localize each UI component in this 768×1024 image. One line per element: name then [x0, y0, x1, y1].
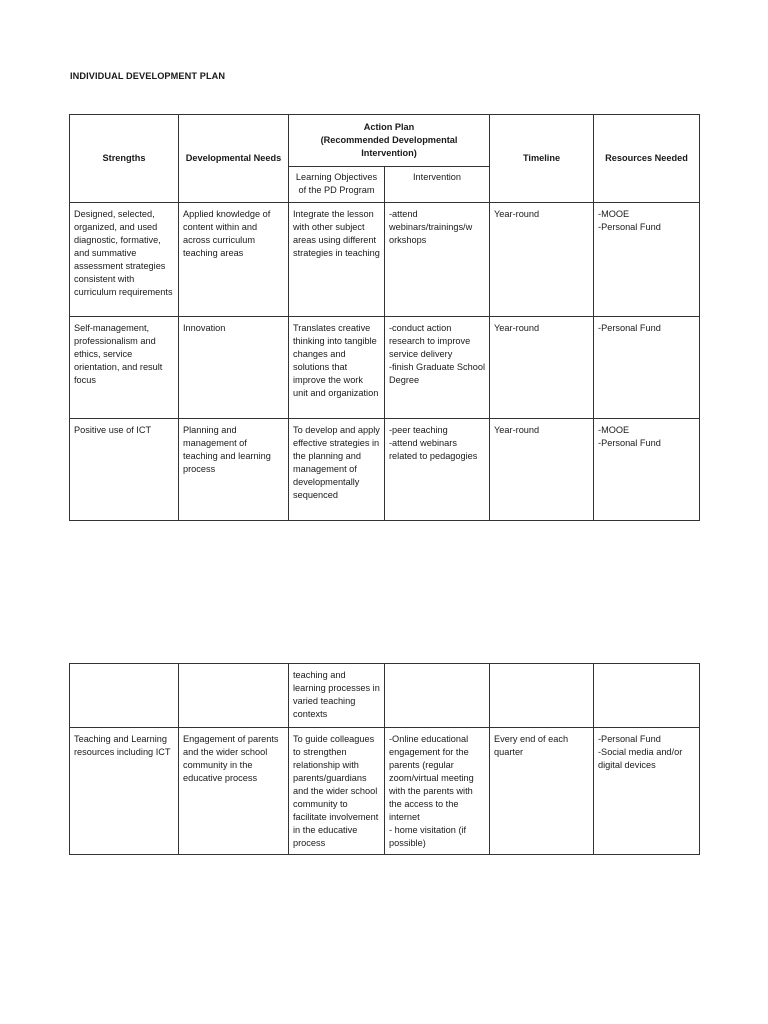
cell-intervention: -peer teaching -attend webinars related to pedagogies — [385, 419, 490, 521]
header-learning-objectives: Learning Objectives of the PD Program — [289, 167, 385, 203]
cell-timeline: Every end of each quarter — [490, 728, 594, 855]
table-row — [70, 664, 700, 728]
cell-learning-objectives: To guide colleagues to strengthen relationship with parents/guardians and the wider school community to facilitate involvement in the educative process — [289, 728, 385, 855]
cell-intervention — [385, 664, 490, 728]
cell-strengths: Teaching and Learning resources including ICT — [70, 728, 179, 855]
cell-developmental-needs: Innovation — [179, 317, 289, 419]
table-row — [70, 317, 700, 419]
table-row — [70, 203, 700, 317]
cell-developmental-needs: Engagement of parents and the wider school community in the educative process — [179, 728, 289, 855]
cell-timeline — [490, 664, 594, 728]
header-action-plan: Action Plan (Recommended Developmental Intervention) — [289, 115, 490, 167]
table-row — [70, 728, 700, 855]
page-title: INDIVIDUAL DEVELOPMENT PLAN — [70, 71, 226, 81]
cell-learning-objectives: Translates creative thinking into tangible changes and solutions that improve the work unit and organization — [289, 317, 385, 419]
cell-resources-needed — [594, 664, 700, 728]
cell-resources-needed: -MOOE -Personal Fund — [594, 203, 700, 317]
header-intervention: Intervention — [385, 167, 490, 203]
header-strengths: Strengths — [70, 115, 179, 203]
development-plan-table-continued — [69, 663, 700, 855]
cell-timeline: Year-round — [490, 419, 594, 521]
cell-resources-needed: -MOOE -Personal Fund — [594, 419, 700, 521]
cell-developmental-needs: Applied knowledge of content within and across curriculum teaching areas — [179, 203, 289, 317]
cell-strengths: Self-management, professionalism and ethics, service orientation, and result focus — [70, 317, 179, 419]
cell-intervention: -attend webinars/trainings/w orkshops — [385, 203, 490, 317]
table-row — [70, 419, 700, 521]
cell-timeline: Year-round — [490, 203, 594, 317]
cell-resources-needed: -Personal Fund — [594, 317, 700, 419]
header-developmental-needs: Developmental Needs — [179, 115, 289, 203]
header-resources-needed: Resources Needed — [594, 115, 700, 203]
cell-intervention: -Online educational engagement for the parents (regular zoom/virtual meeting with the parents with the access to the internet - home visitation (if possible) — [385, 728, 490, 855]
cell-learning-objectives: To develop and apply effective strategies in the planning and management of developmentally sequenced — [289, 419, 385, 521]
development-plan-table — [69, 114, 700, 521]
cell-developmental-needs — [179, 664, 289, 728]
cell-strengths: Designed, selected, organized, and used diagnostic, formative, and summative assessment strategies consistent with curriculum requirements — [70, 203, 179, 317]
cell-learning-objectives: teaching and learning processes in varied teaching contexts — [289, 664, 385, 728]
header-row — [70, 115, 700, 167]
cell-strengths: Positive use of ICT — [70, 419, 179, 521]
cell-strengths — [70, 664, 179, 728]
cell-intervention: -conduct action research to improve service delivery -finish Graduate School Degree — [385, 317, 490, 419]
cell-learning-objectives: Integrate the lesson with other subject areas using different strategies in teaching — [289, 203, 385, 317]
cell-developmental-needs: Planning and management of teaching and learning process — [179, 419, 289, 521]
header-timeline: Timeline — [490, 115, 594, 203]
cell-timeline: Year-round — [490, 317, 594, 419]
cell-resources-needed: -Personal Fund -Social media and/or digital devices — [594, 728, 700, 855]
